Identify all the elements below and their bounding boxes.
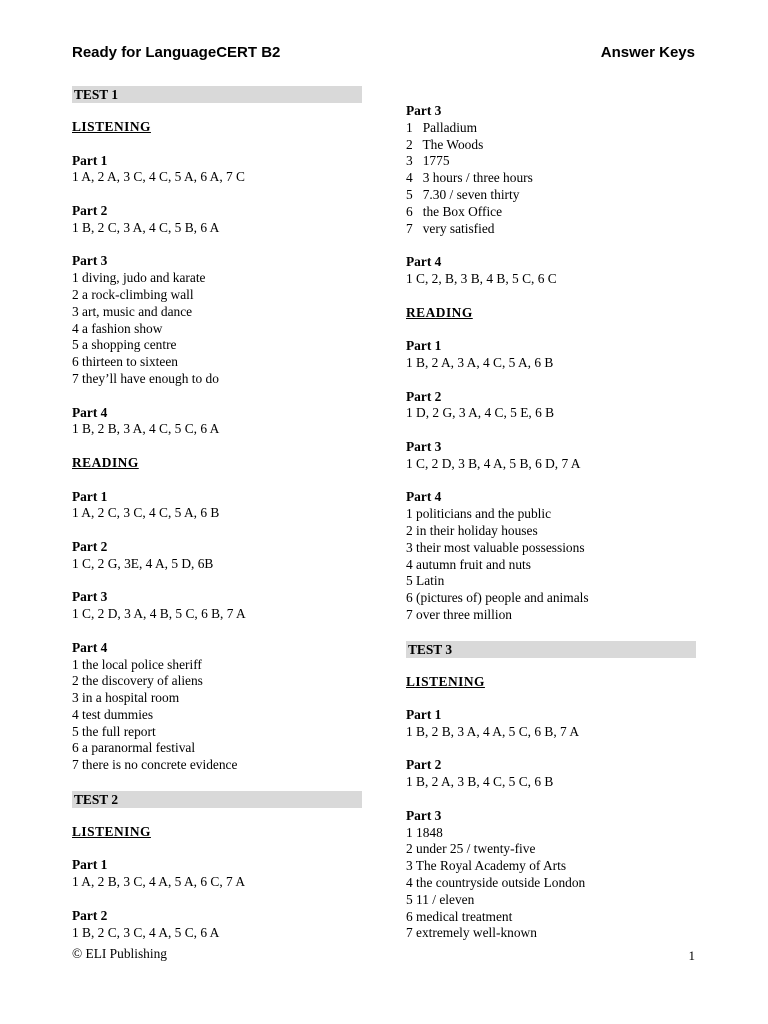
answer-line: 2 under 25 / twenty-five [406,841,536,857]
part-title: Part 1 [72,488,108,504]
part-block [406,254,696,288]
answer-line: 3 art, music and dance [72,303,193,319]
answer-line: 1 B, 2 B, 3 A, 4 C, 5 C, 6 A [72,421,220,437]
part-block [72,405,362,439]
skill-heading: READING [72,454,139,470]
part-title: Part 2 [72,202,108,218]
answer-line: 1 D, 2 G, 3 A, 4 C, 5 E, 6 B [406,405,555,421]
left-column [72,86,362,958]
part-title: Part 1 [72,152,108,168]
part-title: Part 4 [406,489,442,505]
part-block [406,439,696,473]
answer-line: 4 test dummies [72,706,154,722]
part-block [406,389,696,423]
publisher-footer: © ELI Publishing [72,946,167,961]
part-block [406,757,696,791]
part-block [72,489,362,523]
answer-line: 1 1848 [406,824,443,840]
page-number: 1 [688,948,695,963]
part-block [72,153,362,187]
answer-line: 6 medical treatment [406,908,513,924]
part-block [72,539,362,573]
answer-line: 2 in their holiday houses [406,522,538,538]
part-title: Part 3 [406,438,442,454]
answer-line: 1 B, 2 A, 3 B, 4 C, 5 C, 6 B [406,774,554,790]
part-title: Part 3 [72,253,108,269]
answer-line: 1 politicians and the public [406,506,552,522]
part-title: Part 2 [406,388,442,404]
part-block [72,640,362,774]
skill-heading: LISTENING [72,823,151,839]
right-column [406,103,696,959]
answer-line: 1 C, 2 G, 3E, 4 A, 5 D, 6B [72,555,214,571]
section-title: Answer Keys [600,44,695,61]
test-heading: TEST 2 [72,791,362,808]
answer-line: 2 The Woods [406,136,484,152]
answer-line: 7 they’ll have enough to do [72,370,219,386]
answer-line: 3 in a hospital room [72,690,180,706]
answer-line: 2 a rock-climbing wall [72,286,194,302]
answer-line: 2 the discovery of aliens [72,673,203,689]
part-block [72,589,362,623]
answer-line: 5 Latin [406,573,445,589]
part-title: Part 1 [406,707,442,723]
part-block [72,857,362,891]
part-title: Part 1 [406,338,442,354]
part-title: Part 2 [72,538,108,554]
answer-line: 4 a fashion show [72,320,163,336]
part-title: Part 1 [72,857,108,873]
part-block [406,707,696,741]
answer-line: 1 C, 2, B, 3 B, 4 B, 5 C, 6 C [406,270,557,286]
part-title: Part 4 [72,639,108,655]
part-block [406,103,696,237]
answer-line: 7 over three million [406,606,512,622]
answer-line: 1 B, 2 C, 3 A, 4 C, 5 B, 6 A [72,219,220,235]
answer-line: 1 C, 2 D, 3 A, 4 B, 5 C, 6 B, 7 A [72,606,246,622]
part-block [72,908,362,942]
answer-line: 1 B, 2 B, 3 A, 4 A, 5 C, 6 B, 7 A [406,723,579,739]
answer-line: 7 very satisfied [406,220,495,236]
answer-line: 1 B, 2 A, 3 A, 4 C, 5 A, 6 B [406,354,554,370]
answer-line: 4 the countryside outside London [406,875,586,891]
test-heading: TEST 3 [406,641,696,658]
part-block [72,203,362,237]
part-title: Part 2 [72,907,108,923]
answer-line: 1 diving, judo and karate [72,270,206,286]
answer-line: 7 there is no concrete evidence [72,757,238,773]
part-title: Part 2 [406,757,442,773]
answer-line: 1 A, 2 C, 3 C, 4 C, 5 A, 6 B [72,505,220,521]
answer-line: 4 3 hours / three hours [406,170,533,186]
answer-line: 1 B, 2 C, 3 C, 4 A, 5 C, 6 A [72,924,220,940]
part-block [72,253,362,387]
part-block [406,808,696,942]
part-block [406,489,696,623]
answer-line: 1 the local police sheriff [72,656,202,672]
part-title: Part 3 [72,589,108,605]
skill-heading: READING [406,304,473,320]
answer-line: 1 A, 2 B, 3 C, 4 A, 5 A, 6 C, 7 A [72,874,245,890]
answer-line: 1 A, 2 A, 3 C, 4 C, 5 A, 6 A, 7 C [72,169,245,185]
answer-line: 5 11 / eleven [406,891,475,907]
answer-line: 1 Palladium [406,119,478,135]
skill-heading: LISTENING [72,119,151,134]
answer-line: 5 the full report [72,723,156,739]
part-title: Part 4 [72,404,108,420]
skill-heading: LISTENING [406,673,485,689]
answer-line: 6 a paranormal festival [72,740,196,756]
part-title: Part 4 [406,254,442,270]
answer-line: 4 autumn fruit and nuts [406,556,531,572]
answer-line: 5 a shopping centre [72,337,177,353]
answer-line: 6 the Box Office [406,203,503,219]
answer-line: 3 1775 [406,153,450,169]
answer-line: 3 The Royal Academy of Arts [406,858,567,874]
answer-line: 7 extremely well-known [406,925,537,941]
part-title: Part 3 [406,103,442,118]
answer-line: 3 their most valuable possessions [406,539,585,555]
answer-line: 5 7.30 / seven thirty [406,186,520,202]
document-title: Ready for LanguageCERT B2 [72,44,281,61]
answer-line: 6 (pictures of) people and animals [406,590,589,606]
test-heading: TEST 1 [72,86,362,103]
part-title: Part 3 [406,807,442,823]
part-block [406,338,696,372]
answer-line: 1 C, 2 D, 3 B, 4 A, 5 B, 6 D, 7 A [406,455,581,471]
answer-line: 6 thirteen to sixteen [72,354,178,370]
